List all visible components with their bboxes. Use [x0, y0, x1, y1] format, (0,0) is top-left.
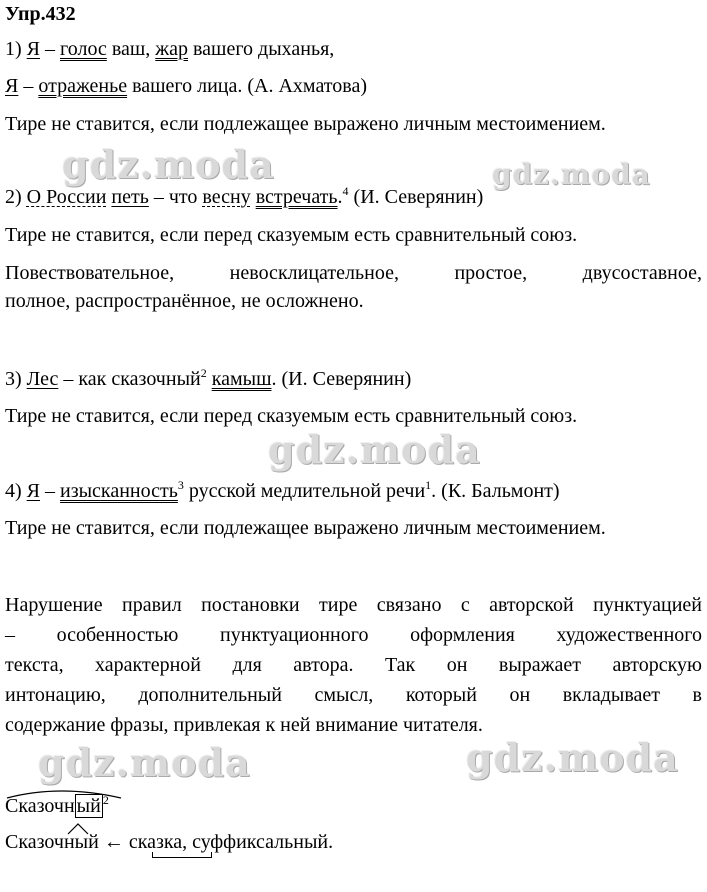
ex2-object-2: весну: [202, 186, 251, 208]
watermark: gdz.moda: [466, 735, 679, 780]
ex1-text: ваш,: [106, 38, 156, 60]
formation-method: , суффиксальный.: [182, 831, 334, 853]
ex2-subject: петь: [111, 186, 149, 208]
ex4-footnote-1: 3: [177, 478, 184, 492]
ex3-note: Тире не ставится, если перед сказуемым есть сравнительный союз.: [5, 405, 578, 427]
conclusion-line-2: – особенностью пунктуационного оформления художественного: [5, 624, 702, 646]
ex3-predicate: камыш: [211, 368, 272, 390]
ex1-predicate-1: голос: [60, 38, 107, 60]
conclusion-line-5: содержание фразы, привлекая к ней внимание читателя.: [5, 714, 483, 736]
ex3-text: – как сказочный: [58, 368, 201, 390]
ex1-number: 1): [5, 38, 27, 60]
ex4-author: . (К. Бальмонт): [431, 480, 560, 502]
ex1-subject-2: Я: [5, 75, 19, 97]
ex1-line2: [5, 74, 367, 98]
ex1-text: вашего лица. (А. Ахматова): [127, 75, 367, 97]
stem-arc-icon: [5, 784, 125, 800]
word-stem: Сказочн: [5, 795, 75, 817]
source-stem-bracket: [152, 852, 212, 858]
arrow-icon: ←: [98, 831, 129, 853]
ex2-footnote: 4: [342, 184, 349, 198]
exercise-title: Упр.432: [5, 3, 76, 25]
ex4-footnote-2: 1: [425, 478, 432, 492]
ex3-number: 3): [5, 368, 27, 390]
ex1-predicate-3: отраженье: [38, 75, 128, 97]
ex2-author: (И. Северянин): [348, 186, 484, 208]
conclusion-line-4: интонацию, дополнительный смысл, который он вкладывает в: [5, 684, 702, 706]
watermark: gdz.moda: [62, 142, 275, 187]
ex4-number: 4): [5, 480, 27, 502]
conclusion-line-1: Нарушение правил постановки тире связано с авторской пунктуацией: [5, 594, 702, 616]
ex4-line: [5, 479, 560, 503]
word-formation: [5, 830, 333, 854]
ex1-line1: [5, 37, 334, 61]
ex3-footnote: 2: [200, 366, 207, 380]
ex2-object: О России: [26, 186, 107, 208]
ex4-predicate: изысканность: [60, 480, 178, 502]
ex2-analysis-1: Повествовательное, невосклицательное, простое, двусоставное,: [5, 262, 702, 284]
derived-word-part: Сказоч: [5, 831, 64, 853]
suffix-caret-icon: [66, 822, 90, 836]
derived-word-suffix: ный: [63, 831, 99, 853]
ex2-number: 2): [5, 186, 27, 208]
ex2-analysis-2: полное, распространённое, не осложнено.: [5, 290, 364, 312]
ex1-subject: Я: [26, 38, 41, 60]
ex2-text: – что: [148, 186, 203, 208]
ex1-note: Тире не ставится, если подлежащее выражено личным местоимением.: [5, 113, 606, 135]
ex1-text: вашего дыханья,: [187, 38, 335, 60]
ex2-note: Тире не ставится, если перед сказуемым есть сравнительный союз.: [5, 224, 578, 246]
watermark: gdz.moda: [268, 427, 481, 472]
source-word: сказка: [128, 831, 183, 853]
watermark: gdz.moda: [492, 158, 651, 191]
morph-footnote: 2: [102, 793, 109, 807]
watermark: gdz.moda: [38, 740, 251, 785]
ex1-dash: –: [40, 38, 61, 60]
ex3-line: [5, 367, 411, 391]
ex3-author: . (И. Северянин): [271, 368, 412, 390]
conclusion-line-3: текста, характерной для автора. Так он выражает авторскую: [5, 654, 702, 676]
ex1-dash: –: [18, 75, 39, 97]
ex4-note: Тире не ставится, если подлежащее выражено личным местоимением.: [5, 517, 606, 539]
ex4-subject: Я: [26, 480, 41, 502]
ex4-text: русской медлительной речи: [183, 480, 426, 502]
ex3-subject: Лес: [26, 368, 59, 390]
ex1-predicate-2: жар: [155, 38, 188, 60]
ex4-dash: –: [40, 480, 61, 502]
ex2-line: 2) О России петь – что весну встречать.$^4$ (И. Северянин): [5, 184, 484, 208]
ex2-predicate: встречать: [255, 186, 338, 208]
ending-box: ый: [76, 795, 101, 817]
